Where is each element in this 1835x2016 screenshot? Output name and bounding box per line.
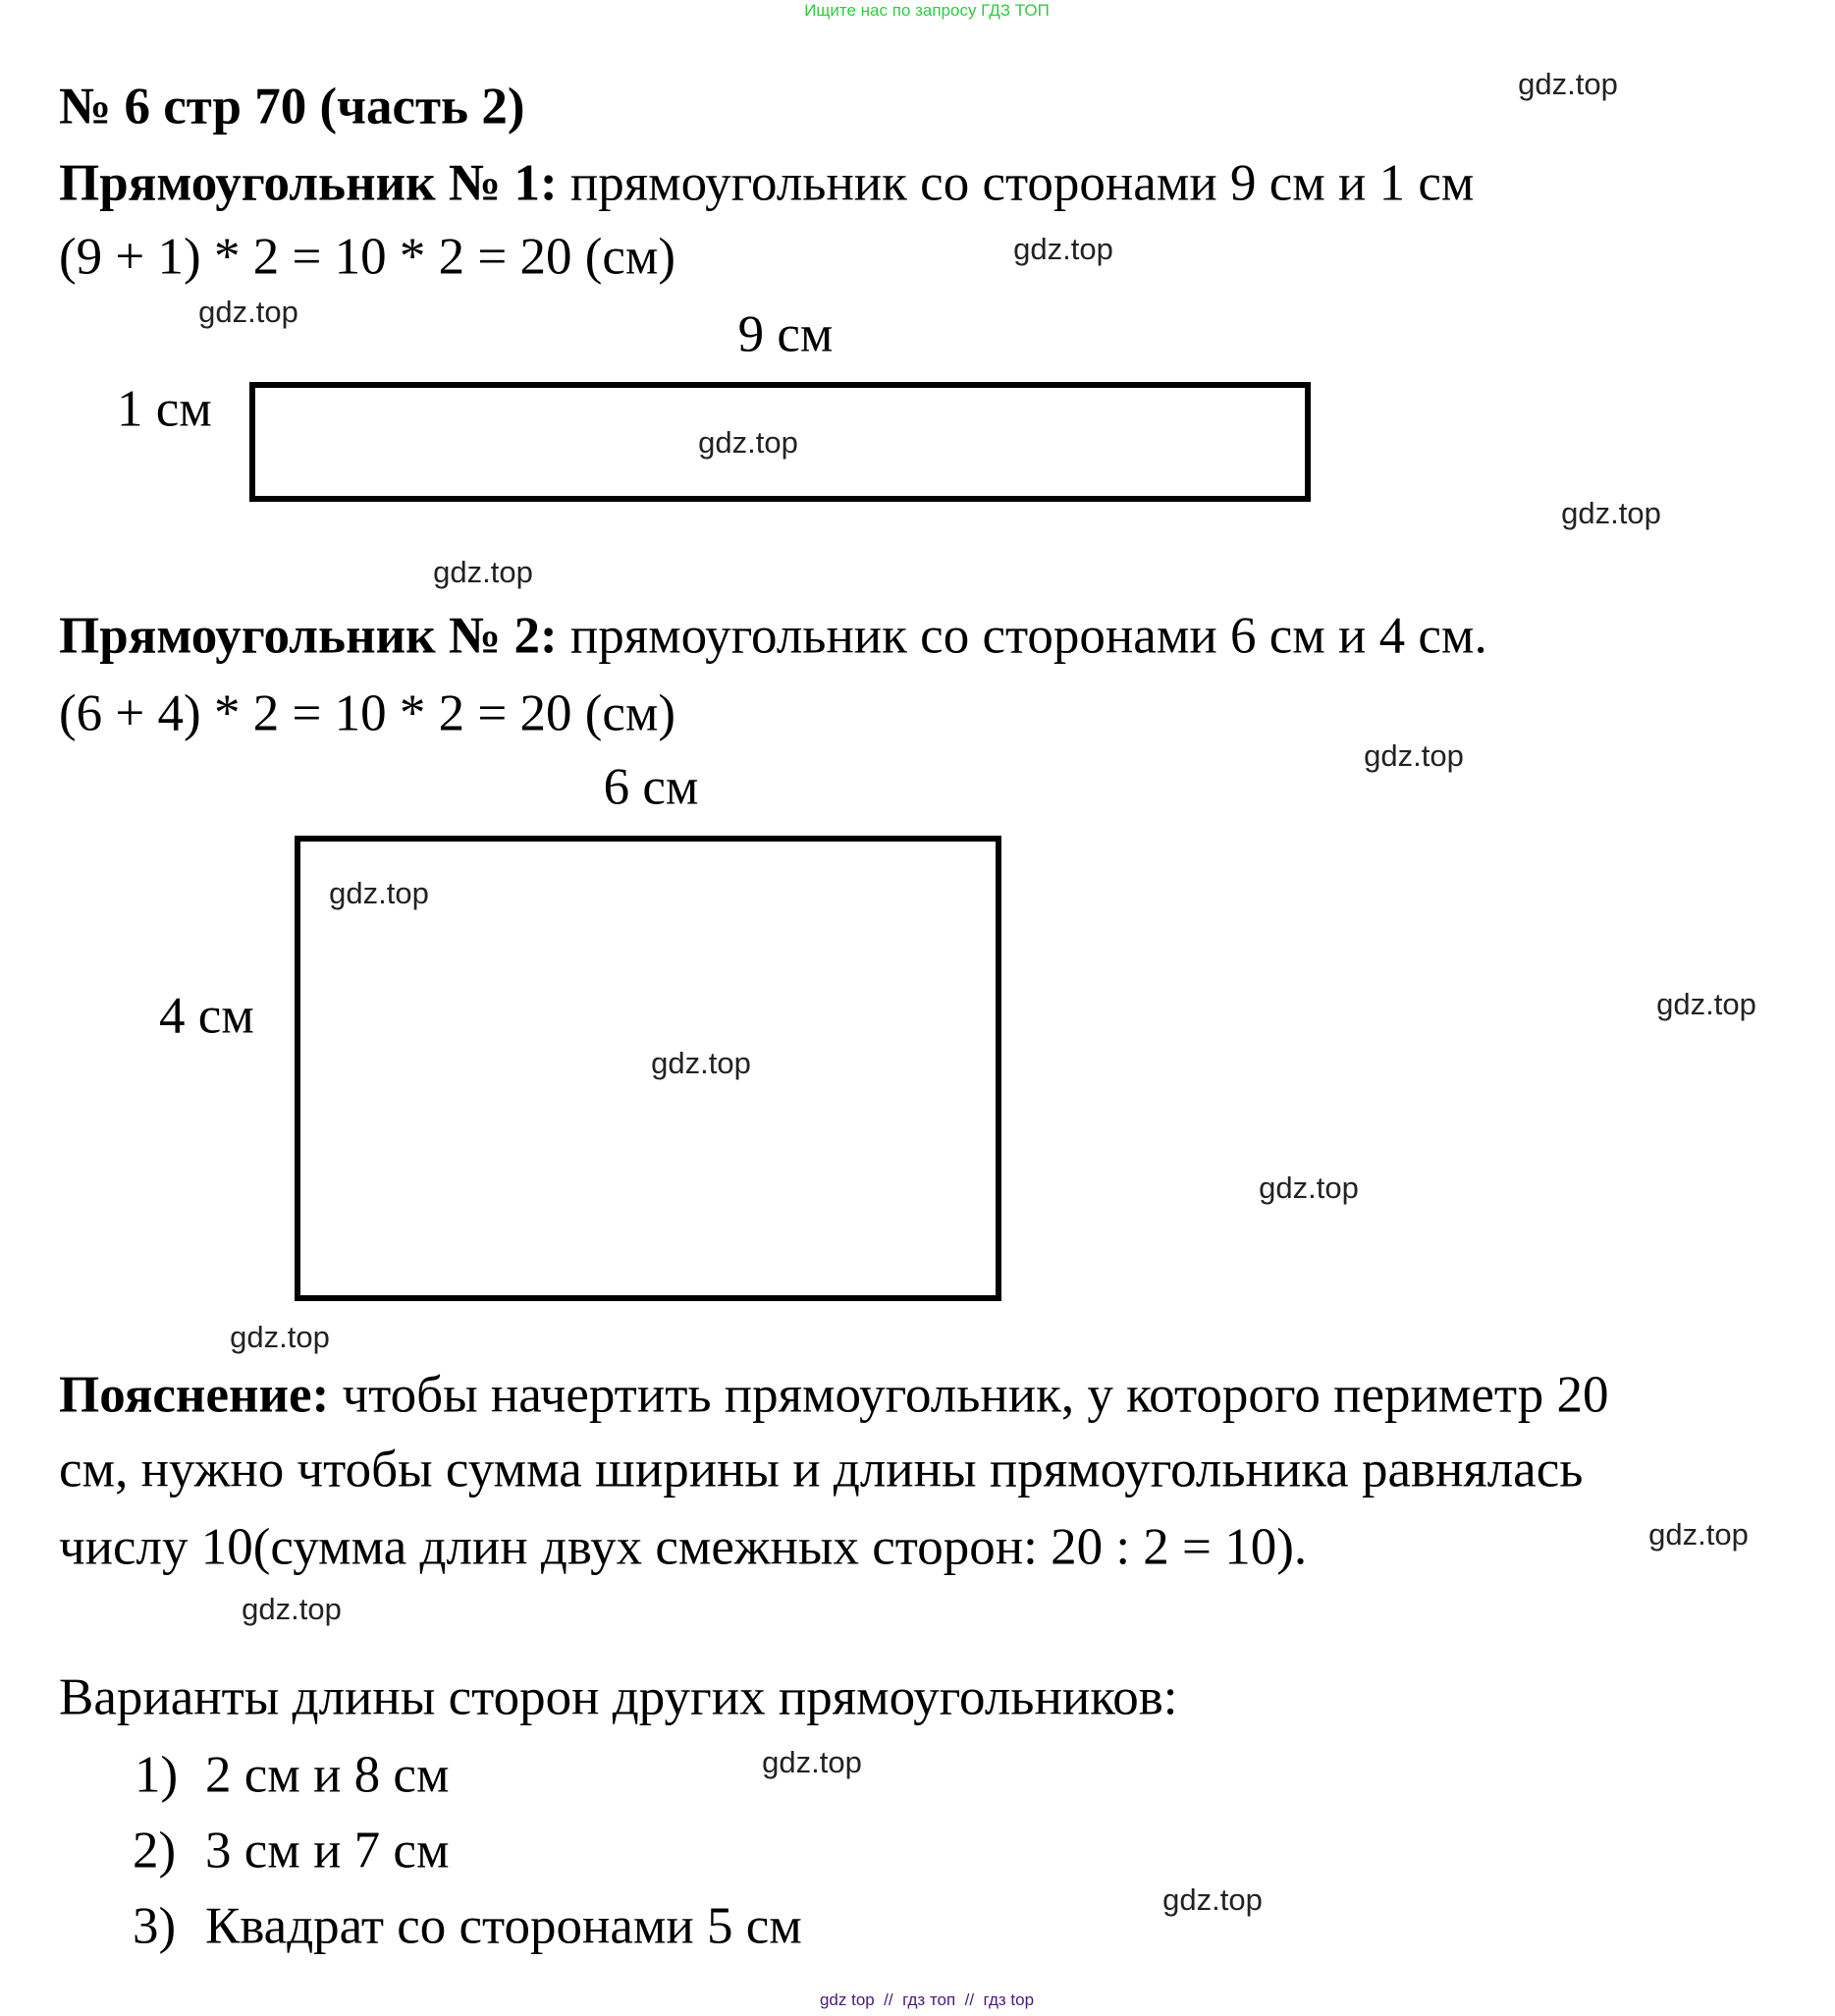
variant-text: 3 см и 7 см xyxy=(205,1822,450,1880)
watermark: gdz.top xyxy=(329,876,429,910)
footer-note: gdz top // гдз топ // гдз top xyxy=(819,1990,1035,2009)
watermark: gdz.top xyxy=(1656,987,1756,1021)
watermark: gdz.top xyxy=(1364,738,1464,773)
variants-heading: Варианты длины сторон других прямоугольников: xyxy=(59,1668,1178,1726)
watermark: gdz.top xyxy=(762,1745,862,1779)
rect2-statement xyxy=(59,607,1487,665)
explanation-line-3: числу 10(сумма длин двух смежных сторон: 20 : 2 = 10). xyxy=(59,1518,1308,1576)
explanation-label: Пояснение: xyxy=(59,1366,330,1424)
rect2-height-label: 4 см xyxy=(159,987,254,1045)
watermark: gdz.top xyxy=(198,295,298,329)
watermark: gdz.top xyxy=(1013,232,1113,266)
rect1-height-label: 1 см xyxy=(117,380,212,438)
variant-num: 1) xyxy=(135,1746,179,1804)
rect1-description: прямоугольник со сторонами 9 см и 1 см xyxy=(557,154,1475,212)
rect1-width-label: 9 см xyxy=(737,305,834,363)
rect1-formula: (9 + 1) * 2 = 10 * 2 = 20 (см) xyxy=(59,228,676,286)
watermark: gdz.top xyxy=(698,425,798,460)
watermark: gdz.top xyxy=(1162,1882,1263,1917)
rect2-formula: (6 + 4) * 2 = 10 * 2 = 20 (см) xyxy=(59,684,676,742)
watermark: gdz.top xyxy=(1561,496,1661,530)
rect1-label: Прямоугольник № 1: xyxy=(59,154,558,212)
watermark: gdz.top xyxy=(433,555,533,589)
rect2-width-label: 6 см xyxy=(603,758,699,816)
rect2-label: Прямоугольник № 2: xyxy=(59,607,558,665)
variant-text: 2 см и 8 см xyxy=(205,1746,450,1804)
variant-num: 2) xyxy=(133,1822,177,1880)
explanation-line-2: см, нужно чтобы сумма ширины и длины прямоугольника равнялась xyxy=(59,1441,1584,1498)
watermark: gdz.top xyxy=(242,1592,342,1626)
watermark: gdz.top xyxy=(1648,1517,1749,1552)
watermark: gdz.top xyxy=(1259,1171,1359,1205)
rect2-description: прямоугольник со сторонами 6 см и 4 см. xyxy=(557,607,1487,665)
variant-text: Квадрат со сторонами 5 см xyxy=(205,1897,802,1955)
header-note: Ищите нас по запросу ГДЗ ТОП xyxy=(804,1,1050,20)
page-title: № 6 стр 70 (часть 2) xyxy=(59,78,525,136)
rect1-statement xyxy=(59,154,1475,212)
explanation-text-1: чтобы начертить прямоугольник, у которого периметр 20 xyxy=(329,1366,1609,1424)
watermark: gdz.top xyxy=(1518,67,1618,101)
watermark: gdz.top xyxy=(230,1320,330,1354)
explanation-line-1 xyxy=(59,1366,1609,1424)
watermark: gdz.top xyxy=(651,1046,751,1080)
variant-num: 3) xyxy=(133,1897,177,1955)
